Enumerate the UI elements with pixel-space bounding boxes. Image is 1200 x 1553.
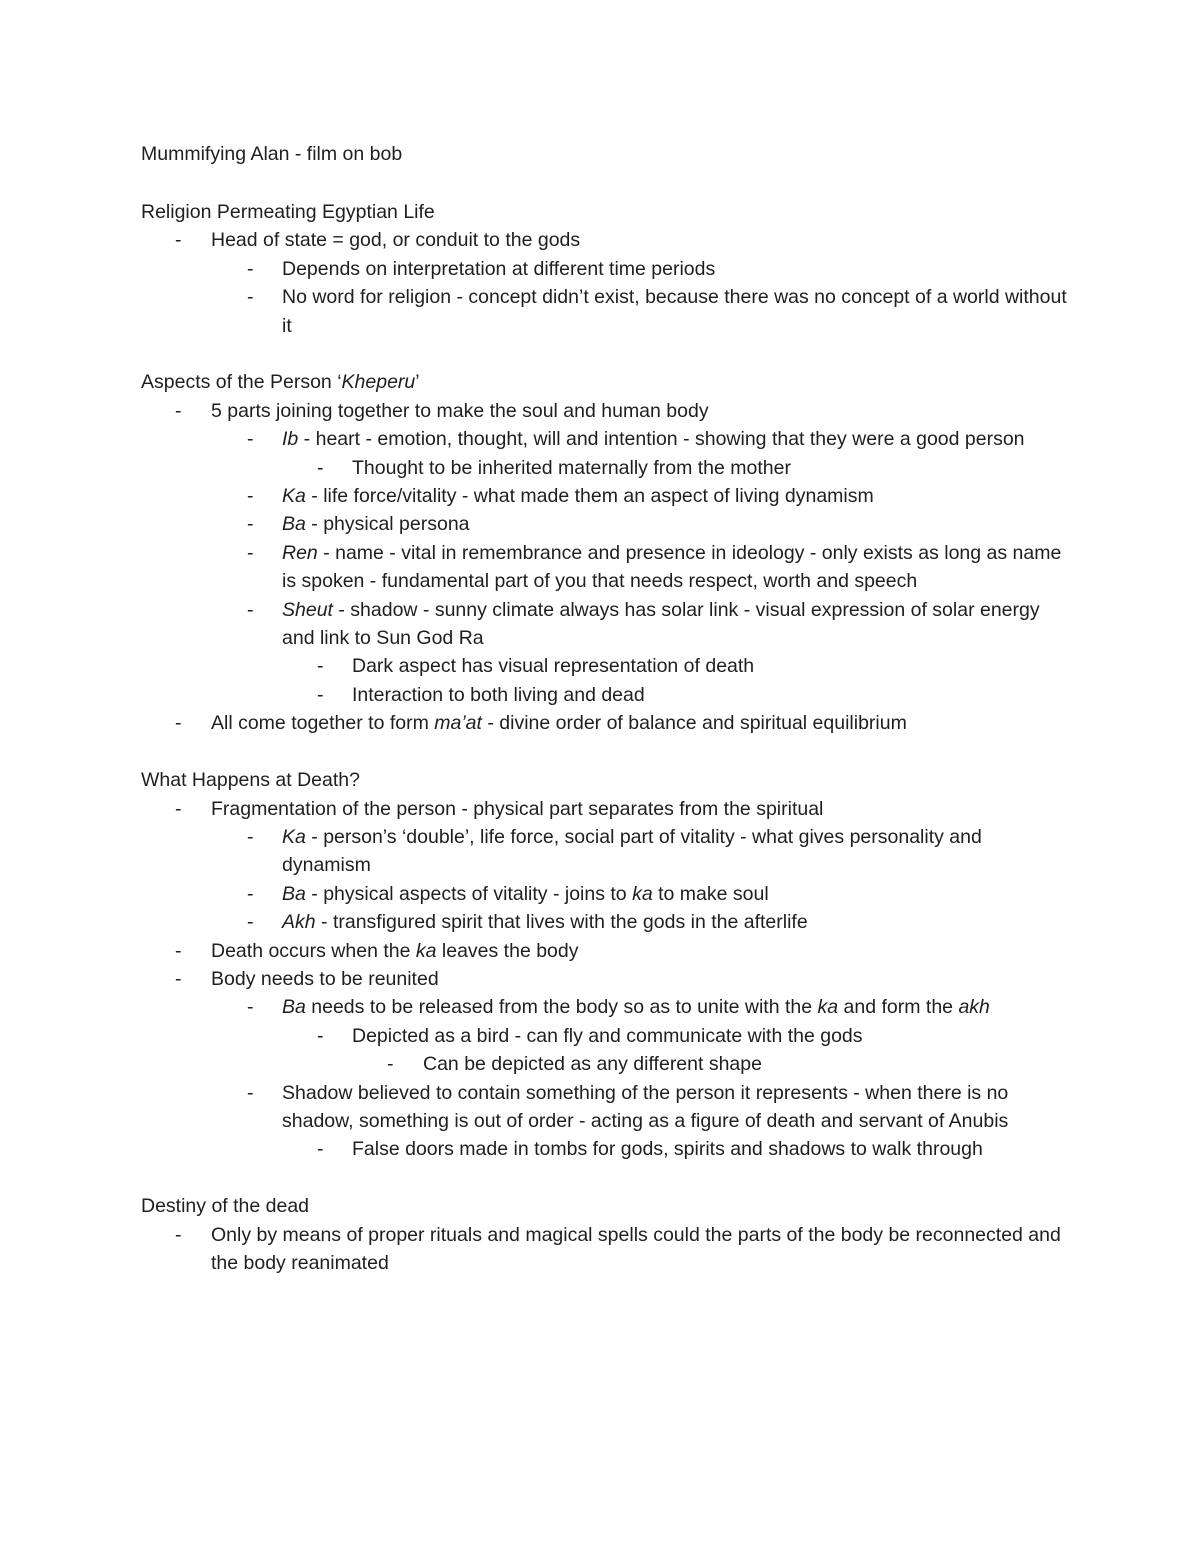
text-run: - shadow - sunny climate always has solar link - visual expression of solar energy and link to Sun God Ra [282, 598, 1040, 650]
bullet-item [141, 993, 1071, 1021]
section-heading: Religion Permeating Egyptian Life [141, 201, 435, 223]
bullet-text [211, 798, 823, 820]
notes-body [141, 198, 1071, 1306]
text-run: Dark aspect has visual representation of death [352, 655, 755, 678]
bullet-text [282, 513, 470, 535]
bullet-dash: - [247, 598, 254, 621]
bullet-text [423, 1053, 762, 1075]
text-run: Only by means of proper rituals and magical spells could the parts of the body be reconnected and the body reanimated [211, 1223, 1061, 1274]
italic-term: Ba [282, 882, 306, 905]
italic-term: ka [632, 882, 653, 905]
section-heading: Destiny of the dead [141, 1195, 310, 1218]
bullet-dash: - [317, 683, 324, 706]
text-run: Depicted as a bird - can fly and communicate with the gods [352, 1024, 863, 1047]
bullet-text [282, 883, 769, 905]
bullet-dash: - [175, 229, 182, 252]
section-heading: What Happens at Death? [141, 769, 360, 792]
text-run: Body needs to be reunited [211, 967, 439, 990]
text-run: - person’s ‘double’, life force, social part of vitality - what gives personality and dynamism [282, 825, 982, 877]
bullet-dash: - [387, 1053, 394, 1076]
bullet-dash: - [247, 882, 254, 905]
text-run: Aspects of the Person ‘ [141, 371, 342, 394]
bullet-text [352, 1138, 983, 1160]
text-run: - physical persona [305, 513, 470, 536]
bullet-dash: - [175, 399, 182, 422]
text-run: ’ [415, 371, 420, 394]
bullet-dash: - [247, 911, 254, 934]
bullet-dash: - [317, 1024, 324, 1047]
bullet-item [141, 1221, 1071, 1278]
text-run: to make soul [652, 882, 769, 905]
bullet-item [141, 425, 1071, 453]
bullet-item [141, 823, 1071, 880]
bullet-dash: - [175, 967, 182, 990]
bullet-item [141, 795, 1071, 823]
bullet-text [282, 1082, 1008, 1132]
text-run: - life force/vitality - what made them an aspect of living dynamism [305, 485, 874, 508]
bullet-text [211, 400, 709, 422]
bullet-text [352, 684, 645, 706]
bullet-text [282, 911, 808, 933]
bullet-text [282, 286, 1067, 336]
bullet-item [141, 482, 1071, 510]
notes-section [141, 766, 1071, 1164]
bullet-dash: - [247, 513, 254, 536]
text-run: - name - vital in remembrance and presence in ideology - only exists as long as name is spoken - fundamental part of you that needs respect, worth and speech [282, 541, 1062, 593]
bullet-dash: - [247, 1081, 254, 1104]
bullet-dash: - [247, 996, 254, 1019]
bullet-item [141, 709, 1071, 737]
italic-term: akh [958, 996, 990, 1019]
text-run: Interaction to both living and dead [352, 683, 645, 706]
bullet-dash: - [317, 655, 324, 678]
italic-term: Ib [282, 428, 299, 451]
italic-term: Ba [282, 513, 306, 536]
italic-term: Kheperu [341, 371, 416, 394]
text-run: and form the [838, 996, 959, 1019]
page-title: Mummifying Alan - film on bob [141, 143, 403, 165]
bullet-text [352, 1025, 863, 1047]
bullet-text [282, 428, 1025, 450]
text-run: - transfigured spirit that lives with the gods in the afterlife [315, 911, 808, 934]
bullet-item [141, 226, 1071, 254]
bullet-item [141, 596, 1071, 653]
bullet-dash: - [247, 825, 254, 848]
text-run: - heart - emotion, thought, will and intention - showing that they were a good person [298, 428, 1025, 451]
bullet-text [282, 826, 982, 876]
italic-term: ka [415, 939, 437, 962]
bullet-text [211, 229, 580, 251]
italic-term: Sheut [282, 598, 333, 621]
bullet-item [141, 965, 1071, 993]
bullet-text [282, 996, 990, 1018]
bullet-item [141, 1022, 1071, 1050]
bullet-item [141, 681, 1071, 709]
notes-section [141, 368, 1071, 737]
bullet-text [211, 968, 439, 990]
bullet-dash: - [175, 939, 182, 962]
text-run: Fragmentation of the person - physical part separates from the spiritual [211, 797, 824, 820]
text-run: leaves the body [436, 939, 579, 962]
text-run: Depends on interpretation at different time periods [282, 257, 716, 280]
bullet-text [211, 1224, 1061, 1274]
bullet-item [141, 1079, 1071, 1136]
bullet-item [141, 908, 1071, 936]
text-run: No word for religion - concept didn’t exist, because there was no concept of a world without it [282, 286, 1067, 337]
bullet-dash: - [247, 286, 254, 309]
bullet-item [141, 454, 1071, 482]
bullet-item [141, 937, 1071, 965]
bullet-dash: - [247, 257, 254, 280]
bullet-dash: - [317, 456, 324, 479]
notes-section [141, 198, 1071, 340]
text-run: Shadow believed to contain something of the person it represents - when there is no shadow, something is out of order - acting as a figure of death and servant of Anubis [282, 1081, 1009, 1132]
italic-term: Ka [282, 485, 306, 508]
text-run: Death occurs when the [211, 939, 416, 962]
bullet-text [282, 258, 715, 280]
bullet-text [211, 712, 907, 734]
bullet-text [282, 485, 874, 507]
bullet-item [141, 1050, 1071, 1078]
bullet-item [141, 397, 1071, 425]
bullet-item [141, 283, 1071, 340]
text-run: needs to be released from the body so as to unite with the [305, 996, 818, 1019]
bullet-dash: - [317, 1138, 324, 1161]
section-heading [141, 368, 1071, 396]
text-run: - divine order of balance and spiritual equilibrium [481, 712, 907, 735]
bullet-text [282, 599, 1040, 649]
italic-term: ka [817, 996, 839, 1019]
text-run: - physical aspects of vitality - joins to [305, 882, 633, 905]
bullet-dash: - [247, 428, 254, 451]
text-run: Can be depicted as any different shape [423, 1053, 762, 1076]
bullet-text [211, 940, 579, 962]
bullet-item [141, 255, 1071, 283]
bullet-dash: - [175, 797, 182, 820]
italic-term: Ba [282, 996, 306, 1019]
bullet-dash: - [247, 541, 254, 564]
bullet-item [141, 510, 1071, 538]
text-run: Head of state = god, or conduit to the gods [211, 229, 581, 252]
bullet-item [141, 1135, 1071, 1163]
bullet-text [352, 655, 754, 677]
bullet-item [141, 880, 1071, 908]
notes-section [141, 1192, 1071, 1277]
text-run: 5 parts joining together to make the soul and human body [211, 399, 709, 422]
bullet-item [141, 539, 1071, 596]
italic-term: Akh [282, 911, 316, 934]
bullet-dash: - [175, 712, 182, 735]
bullet-dash: - [247, 485, 254, 508]
bullet-text [352, 457, 791, 479]
text-run: False doors made in tombs for gods, spirits and shadows to walk through [352, 1138, 983, 1161]
bullet-dash: - [175, 1223, 182, 1246]
bullet-text [282, 542, 1061, 592]
italic-term: Ka [282, 825, 306, 848]
bullet-item [141, 652, 1071, 680]
text-run: All come together to form [211, 712, 435, 735]
italic-term: Ren [282, 541, 318, 564]
italic-term: ma’at [434, 712, 482, 735]
text-run: Thought to be inherited maternally from the mother [352, 456, 791, 479]
